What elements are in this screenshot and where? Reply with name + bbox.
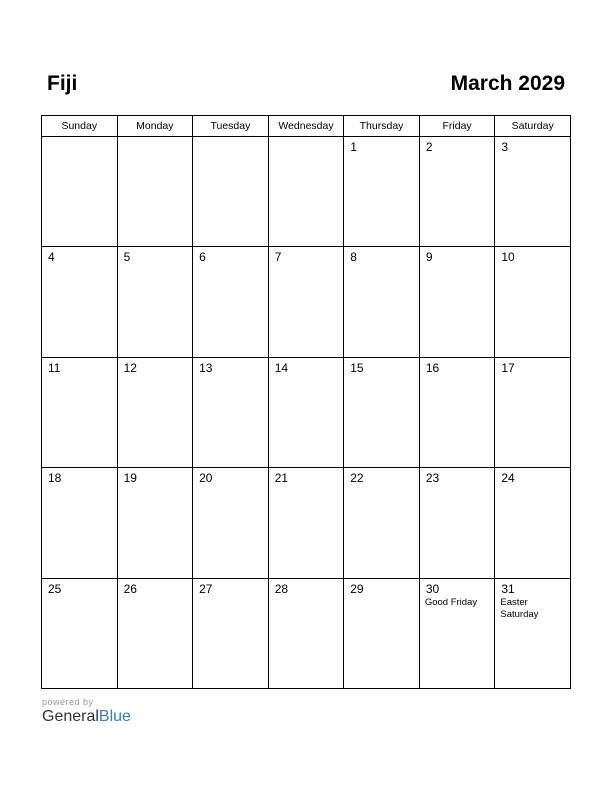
week-row: [42, 578, 571, 688]
weekday-header: Wednesday: [268, 116, 344, 137]
day-cell: [344, 357, 420, 467]
day-number: [193, 137, 268, 141]
day-number: 7: [274, 250, 282, 265]
day-cell: [193, 247, 269, 357]
day-number: 22: [350, 471, 364, 486]
day-cell: [42, 468, 118, 578]
day-cell: [495, 357, 571, 467]
day-number: 14: [274, 360, 289, 375]
day-number: 21: [274, 471, 289, 486]
day-number: 24: [501, 471, 515, 486]
day-number: 29: [350, 581, 364, 596]
holiday-label: Easter Saturday: [500, 596, 539, 620]
day-number: [42, 137, 117, 141]
day-cell: [42, 247, 118, 357]
day-cell: [268, 137, 344, 247]
holiday-label: Good Friday: [424, 596, 478, 608]
day-cell: [344, 578, 420, 688]
day-number: 6: [199, 250, 206, 265]
day-cell: [419, 247, 495, 357]
day-cell: [495, 247, 571, 357]
day-number: 9: [425, 250, 433, 265]
powered-by-text: powered by: [42, 697, 94, 707]
day-cell: [419, 468, 495, 578]
day-number: 4: [48, 250, 55, 265]
weekday-header: Friday: [419, 116, 495, 137]
day-cell: [193, 137, 269, 247]
weekday-header-row: [42, 116, 571, 137]
day-number: 19: [123, 471, 137, 486]
day-number: 20: [199, 471, 213, 486]
day-number: 25: [48, 581, 62, 596]
day-cell: [193, 468, 269, 578]
week-row: [42, 357, 571, 467]
weekday-header: Tuesday: [193, 116, 269, 137]
day-number: 23: [425, 471, 440, 486]
day-cell: [268, 468, 344, 578]
day-cell: [419, 357, 495, 467]
day-cell: [193, 357, 269, 467]
day-cell: [193, 578, 269, 688]
day-number: 12: [123, 360, 137, 375]
weekday-header: Thursday: [344, 116, 420, 137]
day-number: 17: [501, 360, 515, 375]
day-cell: [117, 247, 193, 357]
day-number: 13: [199, 360, 213, 375]
day-cell: [42, 357, 118, 467]
day-number: 27: [199, 581, 213, 596]
day-cell: [495, 468, 571, 578]
day-cell: [117, 578, 193, 688]
day-number: 8: [350, 250, 357, 265]
country-title: Fiji: [47, 72, 78, 95]
week-row: [42, 247, 571, 357]
day-number: 11: [48, 360, 61, 375]
day-cell: [495, 578, 571, 688]
day-cell: [117, 357, 193, 467]
day-cell: [42, 578, 118, 688]
day-number: 10: [501, 250, 515, 265]
day-cell: [117, 137, 193, 247]
weekday-header: Sunday: [42, 116, 118, 137]
calendar-grid: [41, 115, 571, 689]
day-cell: [268, 357, 344, 467]
day-cell: [419, 137, 495, 247]
day-cell: [268, 247, 344, 357]
day-number: 18: [48, 471, 62, 486]
weekday-header: Saturday: [495, 116, 571, 137]
day-number: 26: [123, 581, 137, 596]
day-number: 3: [501, 140, 509, 154]
day-cell: [344, 468, 420, 578]
week-row: [42, 468, 571, 578]
day-number: 28: [274, 581, 289, 596]
day-cell: [344, 137, 420, 247]
day-number: [269, 137, 344, 141]
day-number: [118, 137, 193, 141]
day-cell: [42, 137, 118, 247]
day-number: 30: [425, 581, 440, 596]
day-cell: [344, 247, 420, 357]
footer-branding[interactable]: [42, 697, 131, 726]
brand-first-word: General: [42, 708, 99, 725]
day-cell: [495, 137, 571, 247]
day-number: 15: [350, 360, 364, 375]
day-number: 5: [123, 250, 131, 265]
generalblue-logo[interactable]: [42, 708, 131, 726]
day-number: 2: [425, 140, 433, 154]
day-number: 1: [350, 140, 357, 154]
week-row: [42, 137, 571, 247]
day-number: 16: [425, 360, 440, 375]
day-number: 31: [501, 581, 515, 596]
weekday-header: Monday: [117, 116, 193, 137]
month-year-title: March 2029: [450, 72, 565, 95]
day-cell: [268, 578, 344, 688]
day-cell: [419, 578, 495, 688]
brand-second-word: Blue: [98, 708, 131, 725]
day-cell: [117, 468, 193, 578]
